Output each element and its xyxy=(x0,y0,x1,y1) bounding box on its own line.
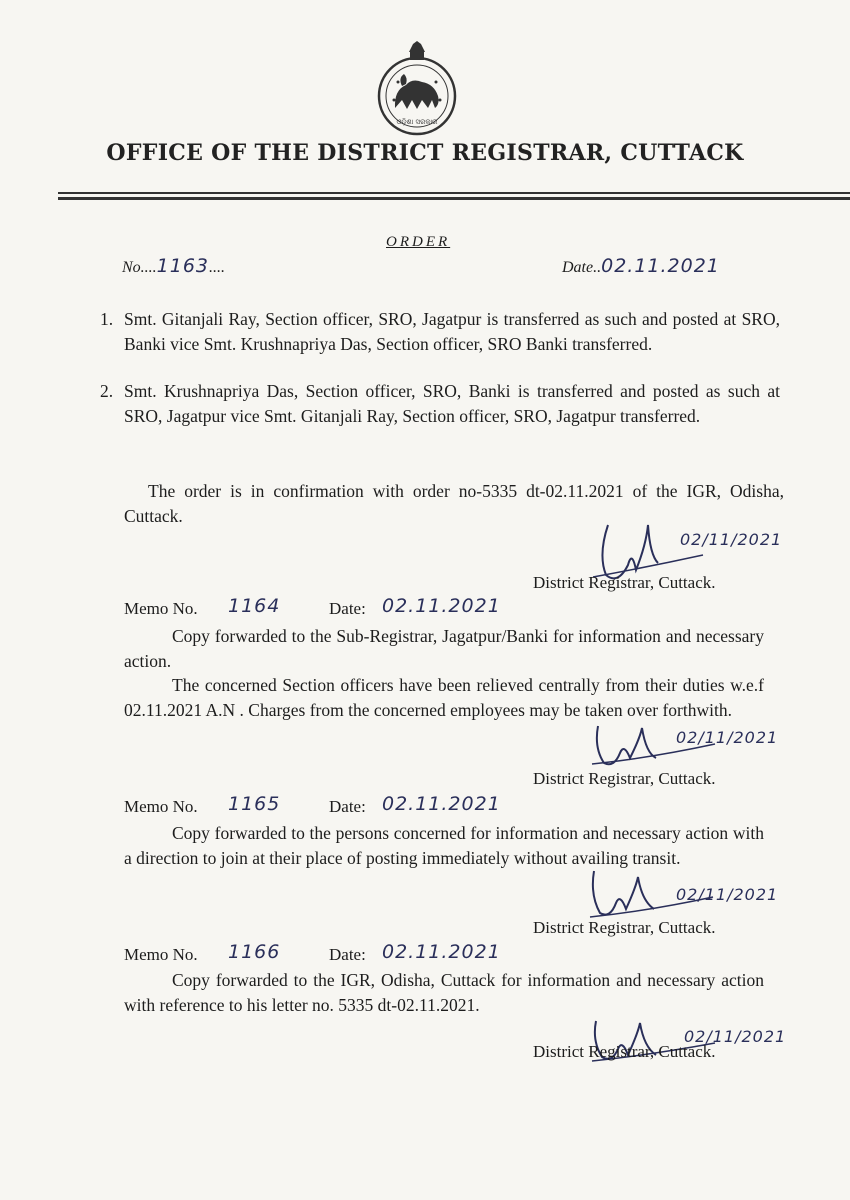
memo-label: Memo No. xyxy=(124,797,198,816)
order-number-value: 1163 xyxy=(156,255,210,277)
memo-number: 1165 xyxy=(228,793,281,815)
signatory: District Registrar, Cuttack. xyxy=(533,573,716,592)
memo-date: 02.11.2021 xyxy=(382,793,501,815)
memo-number: 1166 xyxy=(228,941,281,963)
signatory: District Registrar, Cuttack. xyxy=(533,1042,716,1061)
memo-paragraph: Copy forwarded to the persons concerned for information and necessary action with a direction to join at their place of posting immediately without availing transit. xyxy=(124,823,764,868)
memo-date: 02.11.2021 xyxy=(382,595,501,617)
memo-number: 1164 xyxy=(228,595,281,617)
order-date-value: 02.11.2021 xyxy=(601,255,720,277)
office-title: OFFICE OF THE DISTRICT REGISTRAR, CUTTACK xyxy=(106,140,744,166)
memo-date-label: Date: xyxy=(329,945,366,964)
header-rule xyxy=(58,192,850,194)
order-number-trail: .... xyxy=(209,259,226,276)
order-number xyxy=(122,255,225,277)
order-heading: ORDER xyxy=(386,234,451,250)
memo-label: Memo No. xyxy=(124,945,198,964)
memo-date: 02.11.2021 xyxy=(382,941,501,963)
order-item-number: 2. xyxy=(100,381,114,401)
signature-date: 02/11/2021 xyxy=(684,1027,787,1046)
memo-date-label: Date: xyxy=(329,797,366,816)
order-item-text: Smt. Gitanjali Ray, Section officer, SRO, Jagatpur is transferred as such and posted at SRO, Banki vice Smt. Krushnapriya Das, Section officer, SRO Banki transferred. xyxy=(124,309,780,354)
memo-header xyxy=(124,595,784,619)
emblem-caption: ଓଡ଼ିଶା ସରକାର xyxy=(396,118,438,126)
memo-label: Memo No. xyxy=(124,599,198,618)
memo-header xyxy=(124,793,784,817)
signature-date: 02/11/2021 xyxy=(676,885,779,904)
memo-date-label: Date: xyxy=(329,599,366,618)
order-item xyxy=(100,307,780,356)
order-number-label: No.... xyxy=(122,259,157,276)
order-item-text: Smt. Krushnapriya Das, Section officer, SRO, Banki is transferred and posted as such at SRO, Jagatpur vice Smt. Gitanjali Ray, Section officer, SRO, Jagatpur transferred. xyxy=(124,381,780,426)
order-date xyxy=(562,255,720,277)
signatory: District Registrar, Cuttack. xyxy=(533,918,716,937)
header-rule-thick xyxy=(58,197,850,200)
signatory: District Registrar, Cuttack. xyxy=(533,769,716,788)
confirmation-paragraph: The order is in confirmation with order no-5335 dt-02.11.2021 of the IGR, Odisha, Cuttack. xyxy=(124,481,784,526)
memo-paragraph: The concerned Section officers have been relieved centrally from their duties w.e.f 02.11.2021 A.N . Charges from the concerned employees may be taken over forthwith. xyxy=(124,675,764,720)
order-date-label: Date.. xyxy=(562,259,602,276)
memo-paragraph: Copy forwarded to the Sub-Registrar, Jagatpur/Banki for information and necessary action. xyxy=(124,626,764,671)
memo-header xyxy=(124,941,784,965)
signature-date: 02/11/2021 xyxy=(676,728,779,747)
signature-date: 02/11/2021 xyxy=(680,530,783,549)
order-item-number: 1. xyxy=(100,309,114,329)
order-item xyxy=(100,379,780,428)
memo-paragraph: Copy forwarded to the IGR, Odisha, Cuttack for information and necessary action with reference to his letter no. 5335 dt-02.11.2021. xyxy=(124,970,764,1015)
